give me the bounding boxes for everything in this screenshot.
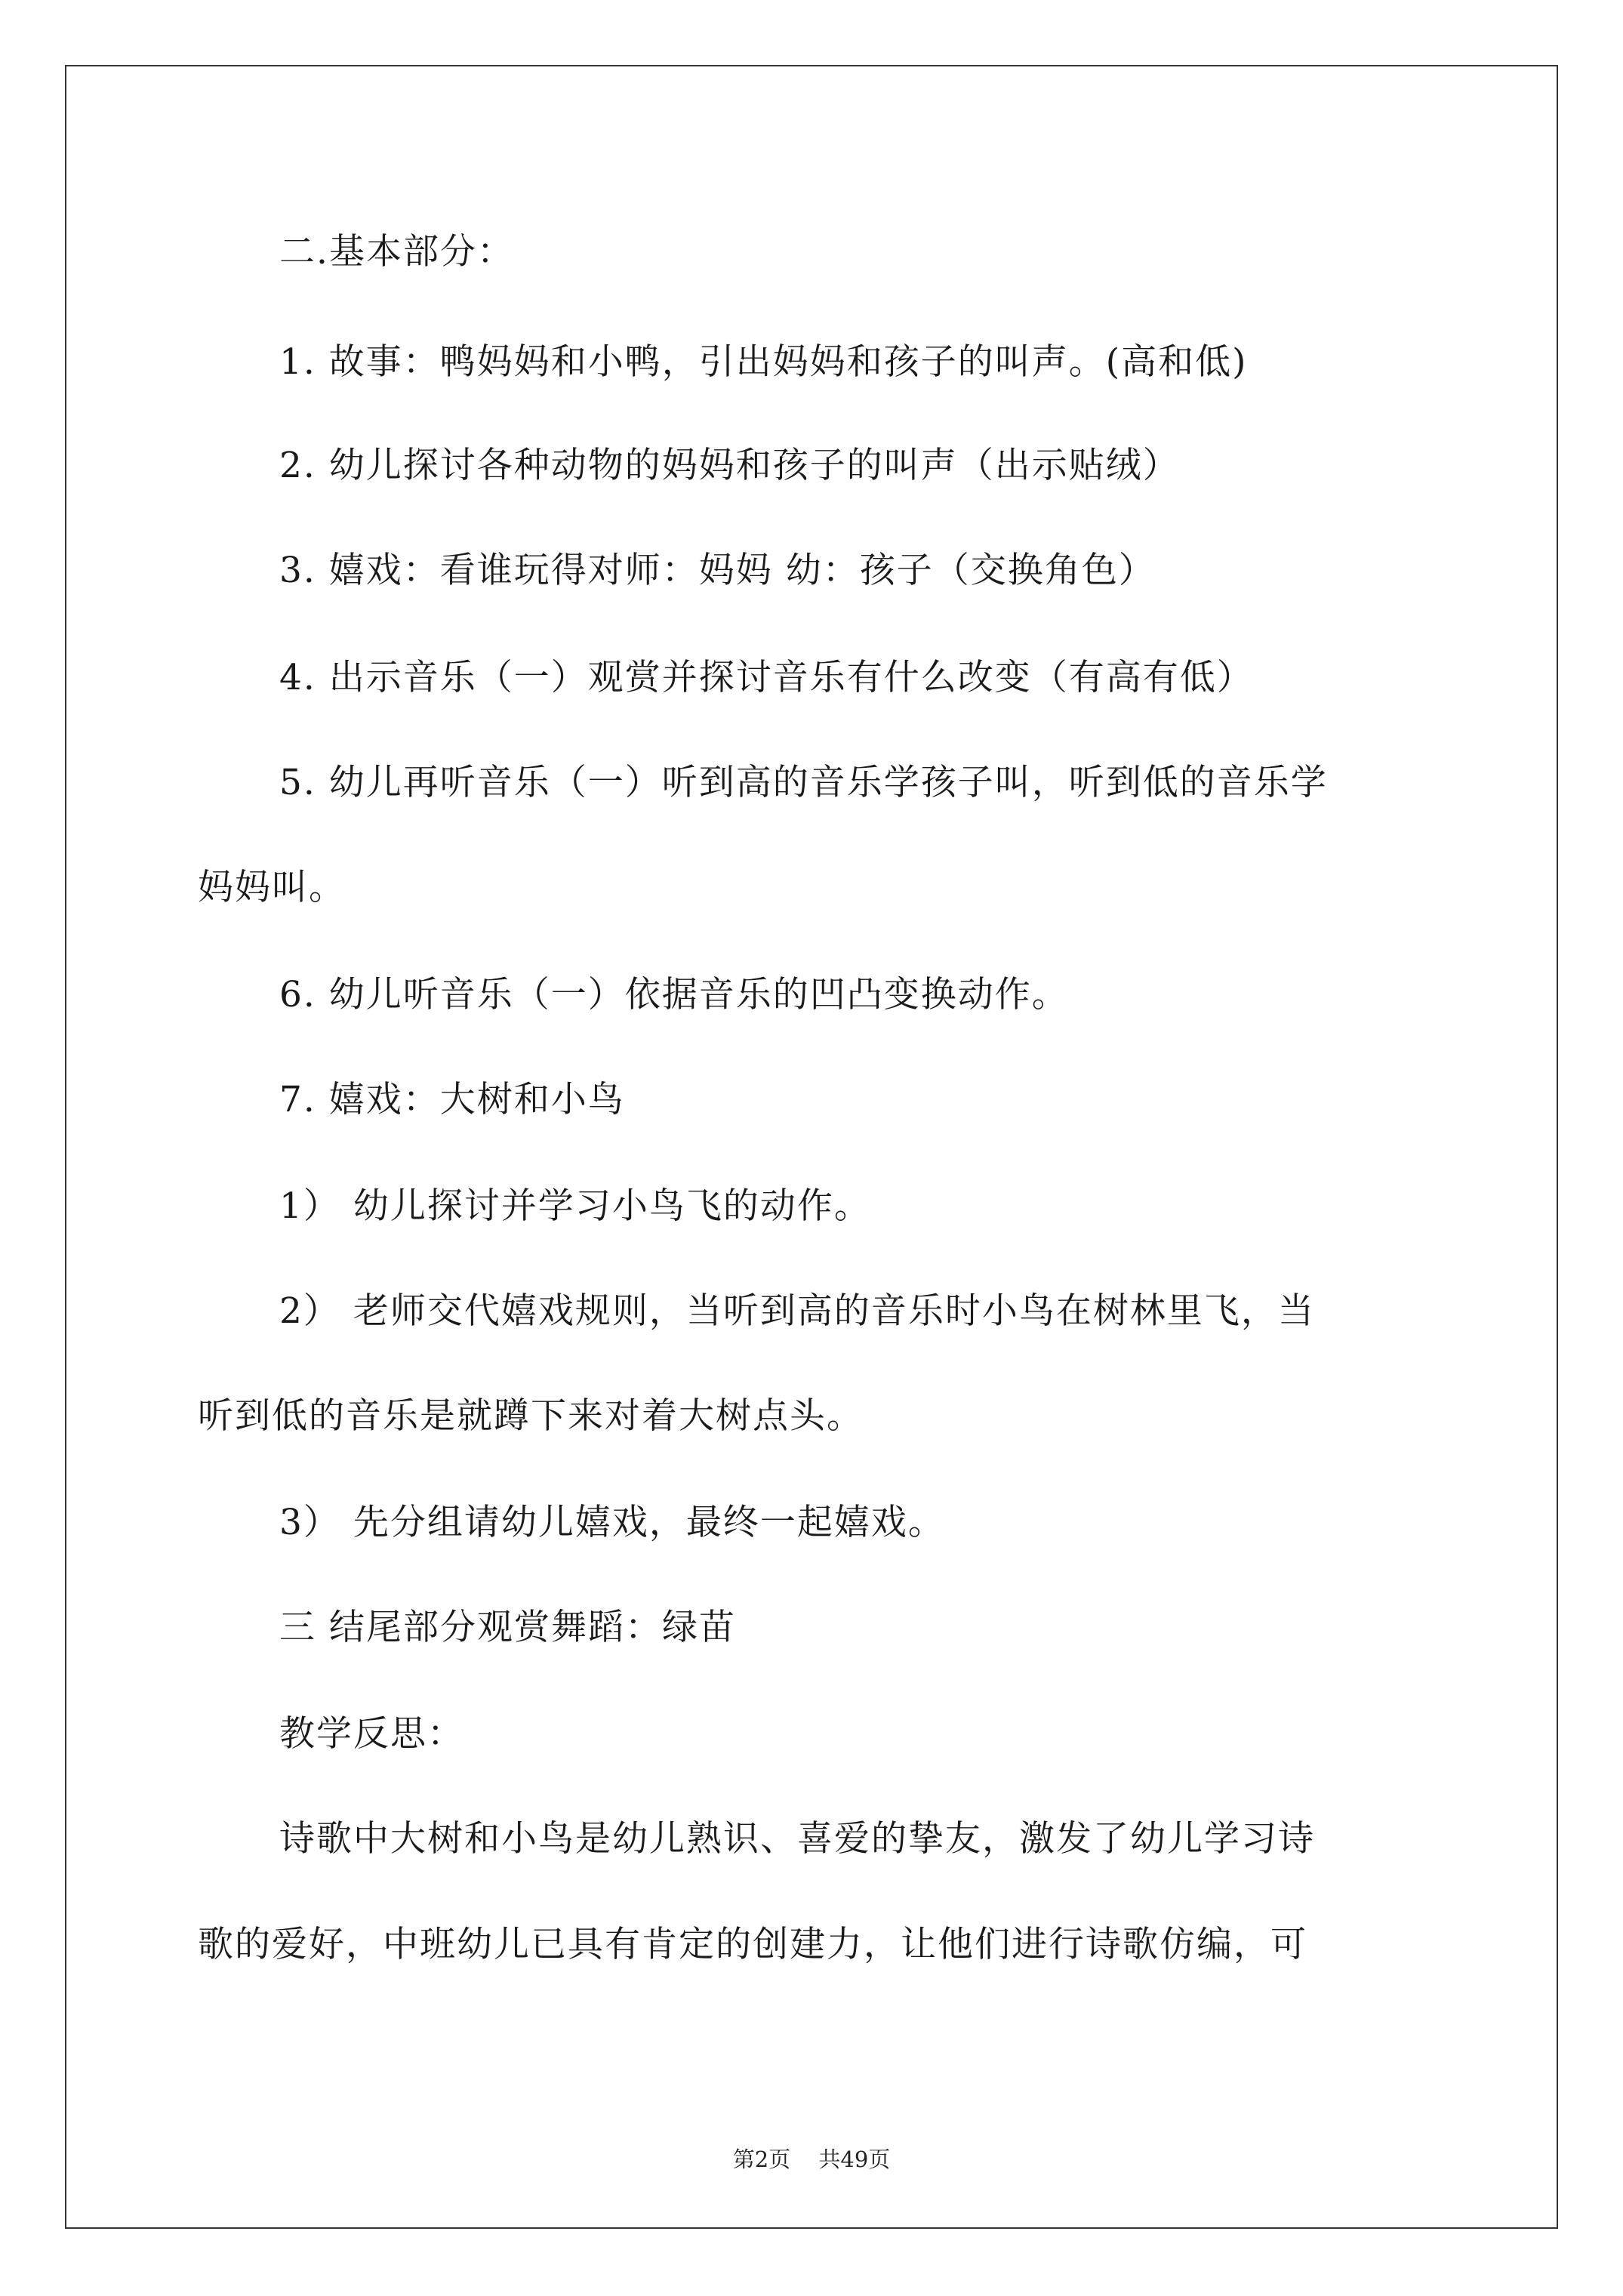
section-heading-ending: 三 结尾部分观赏舞蹈：绿苗 [279,1607,736,1648]
paragraph-reflection-cont: 歌的爱好，中班幼儿已具有肯定的创建力，让他们进行诗歌仿编，可 [198,1924,1307,1965]
paragraph-step-6: 6. 幼儿听音乐（一）依据音乐的凹凸变换动作。 [279,974,1069,1015]
paragraph-substep-1: 1） 幼儿探讨并学习小鸟飞的动作。 [279,1185,871,1227]
paragraph-step-1: 1. 故事：鸭妈妈和小鸭，引出妈妈和孩子的叫声。(高和低) [279,341,1248,383]
paragraph-substep-3: 3） 先分组请幼儿嬉戏，最终一起嬉戏。 [279,1502,945,1543]
page-border [65,65,1558,2229]
section-heading-reflection: 教学反思： [279,1713,464,1755]
paragraph-step-4: 4. 出示音乐（一）观赏并探讨音乐有什么改变（有高有低） [279,657,1254,698]
paragraph-step-3: 3. 嬉戏：看谁玩得对师：妈妈 幼：孩子（交换角色） [279,550,1156,591]
paragraph-substep-2: 2） 老师交代嬉戏规则，当听到高的音乐时小鸟在树林里飞，当 [279,1290,1315,1332]
page-total: 共49页 [818,2147,891,2172]
paragraph-step-2: 2. 幼儿探讨各种动物的妈妈和孩子的叫声（出示贴绒） [279,445,1180,486]
paragraph-substep-2-cont: 听到低的音乐是就蹲下来对着大树点头。 [198,1395,864,1437]
section-heading-basic: 二.基本部分： [279,231,514,273]
paragraph-step-5: 5. 幼儿再听音乐（一）听到高的音乐学孩子叫，听到低的音乐学 [279,762,1328,803]
paragraph-step-7: 7. 嬉戏：大树和小鸟 [279,1079,625,1120]
paragraph-step-5-cont: 妈妈叫。 [198,867,346,908]
page-footer [0,2146,1623,2173]
page-number: 第2页 [732,2147,791,2172]
paragraph-reflection: 诗歌中大树和小鸟是幼儿熟识、喜爱的挚友，激发了幼儿学习诗 [279,1818,1315,1860]
